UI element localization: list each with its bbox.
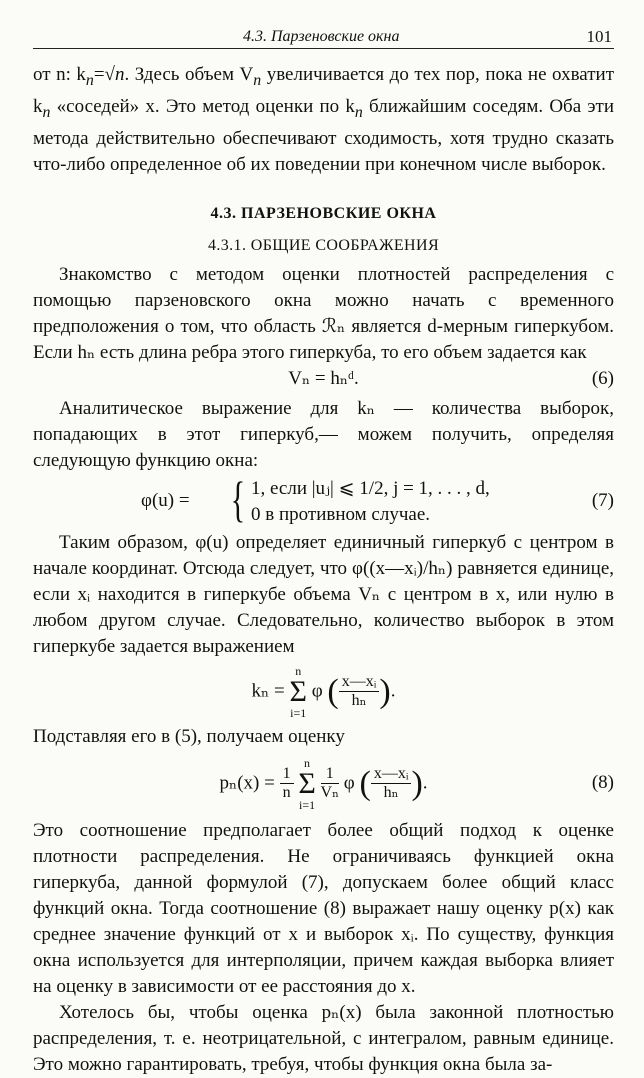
running-title: 4.3. Парзеновские окна [243,28,400,45]
equation-k-lhs: kₙ = [251,679,285,701]
page-body [33,62,614,1078]
running-header [33,22,614,49]
equation-7-case-2: 0 в противном случае. [251,503,430,525]
equation-7-number: (7) [591,489,614,511]
equation-8: pₙ(x) = $\frac{1}{n}$ n Σ i=1 $\frac{1}{\text{Vₙ}}$ φ ( $\frac{\text{x—xᵢ}}{\text{hₙ}}$). (8) [219,755,614,812]
equation-k: kₙ = n Σ i=1 φ ( $\frac{\text{x—xᵢ}}{\text{hₙ}}$). [251,663,396,720]
equation-8-lhs: pₙ(x) = [219,771,275,793]
sum-symbol: n Σ i=1 [289,663,307,720]
equation-6 [33,366,614,396]
equation-7 [33,470,614,530]
equation-6-formula: Vₙ = hₙᵈ. [288,367,359,389]
equation-7-lhs: φ(u) = [141,489,190,511]
paragraph-legitimate-density: Хотелось бы, чтобы оценка pₙ(x) была законной плотностью распределения, т. е. неотрицательной, с интегралом, равным единице. Это можно гарантировать, требуя, чтобы функция окна была за- [33,1001,614,1075]
equation-6-number: (6) [591,367,614,389]
subsection-title: 4.3.1. ОБЩИЕ СООБРАЖЕНИЯ [207,236,440,254]
paragraph-unit-hypercube: Таким образом, φ(u) определяет единичный гиперкуб с центром в начале координат. Отсюда следует, что φ((x—xᵢ)/hₙ) равняется единице, если xᵢ находится в гиперкубе объема Vₙ с центром в x, или нулю в любом другом случае. Следовательно, количество выборок в этом гиперкубе задается выражением [33,531,614,657]
phi-symbol: φ [311,679,323,701]
equation-7-case-1: 1, если |uⱼ| ⩽ 1/2, j = 1, . . . , d, [251,477,490,499]
equation-8-number: (8) [591,771,614,793]
paragraph-substitution: Подставляя его в (5), получаем оценку [33,725,345,747]
fraction: $\frac{\text{x—xᵢ}}{\text{hₙ}}$ [339,673,380,710]
phi-symbol: φ [343,771,355,793]
brace-symbol: { [230,470,246,527]
sum-symbol: n Σ i=1 [298,755,316,812]
paragraph-continuation: от n: $k_n=√n$. Здесь объем $V_n$ увеличивается до тех пор, пока не охватит $k_n$ «соседей» x. Это метод оценки по $k_n$ ближайшим соседям. Оба эти метода действительно обеспечивают сходимость, хотя трудно сказать что-либо определенное об их поведении при конечном числе выборок. [33,64,614,175]
page-number: 101 [586,27,612,46]
paragraph-general-approach: Это соотношение предполагает более общий подход к оценке плотности распределения. Не ограничиваясь функцией окна гиперкуба, данной формулой (7), допускаем более общий класс функций окна. Тогда соотношение (8) выражает нашу оценку p(x) как среднее значение функций от x и выборок xᵢ. По существу, функция окна используется для интерполяции, причем каждая выборка влияет на оценку в зависимости от ее расстояния до x. [33,819,614,997]
section-title: 4.3. ПАРЗЕНОВСКИЕ ОКНА [210,204,437,222]
paragraph-intro: Знакомство с методом оценки плотностей распределения с помощью парзеновского окна можно начать с временного предположения о том, что область ℛₙ является d-мерным гиперкубом. Если hₙ есть длина ребра этого гиперкуба, то его объем задается как [33,263,614,363]
paragraph-window-function: Аналитическое выражение для kₙ — количества выборок, попадающих в этот гиперкуб,— можем получить, определяя следующую функцию окна: [33,397,614,471]
